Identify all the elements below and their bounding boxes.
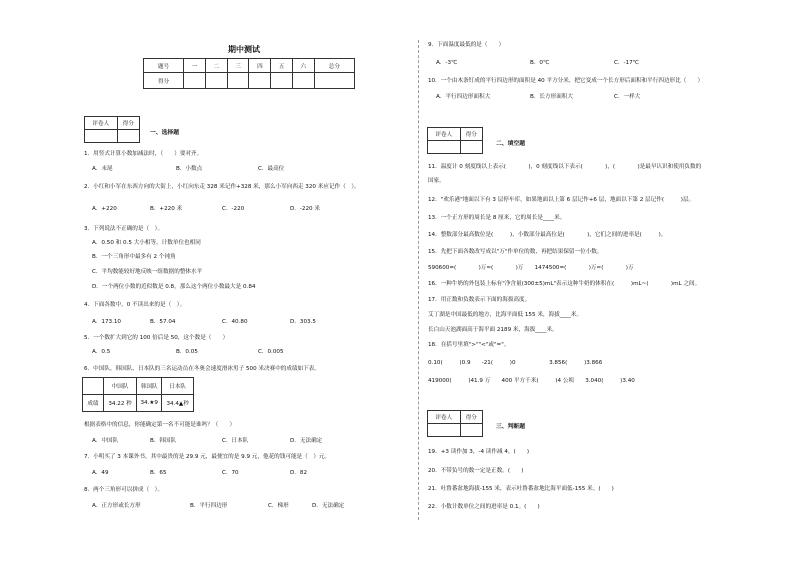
score-cell (293, 73, 315, 89)
question-18-b: 419000( )41.9 万 400 平方千米( )4 公顷 3.040( )3.40 (428, 378, 635, 384)
question-15-line: 590600=( )万≈( )万 1474500=( )万≈( )万 (428, 265, 634, 271)
option: C．-220 (222, 206, 245, 212)
option: C．最高位 (258, 166, 285, 172)
score-cell (314, 73, 354, 89)
option: B．0.05 (176, 349, 198, 355)
team-header: 日本队 (162, 378, 194, 395)
question-18-a: 0.10( )0.9 -21( )0 3.856( )3.866 (428, 360, 603, 366)
question-16: 16．一种牛奶的外包装上标有"净含量(300±5)mL"表示这种牛奶的体积在( )mL~( )mL 之间。 (428, 281, 701, 287)
score-label: 得分 (460, 128, 482, 141)
score-cell (227, 73, 249, 89)
team-header: 中国队 (104, 378, 137, 395)
question-17-b: 长白山天池湖面高于海平面 2189 米，海拔____米。 (428, 327, 558, 333)
option: D．82 (290, 470, 308, 476)
option: B．一个三角形中最多有 2 个钝角 (92, 254, 176, 260)
option: A．-3℃ (436, 60, 458, 66)
question-10: 10．一个由木条钉成的平行四边形的面积是 40 平方分米，把它变成一个长方形后面积和平行四边形比（ ） (428, 78, 704, 84)
score-header: 三 (227, 59, 249, 73)
row-label: 成绩 (83, 395, 104, 412)
option: C．梯形 (268, 503, 289, 509)
option: B．57.04 (150, 319, 176, 325)
option: A．0.50 和 0.5 大小相等，计数单位也相同 (92, 240, 201, 246)
question-8: 8．两个三角形可以拼成（ ）。 (84, 487, 164, 493)
score-header: 四 (249, 59, 271, 73)
score-label: 得分 (460, 411, 482, 424)
option: C．一样大 (614, 94, 641, 100)
grader-box-2 (427, 127, 483, 154)
option: D．-220 米 (290, 206, 320, 212)
score-table (143, 58, 355, 89)
result-cell: 34.★9 (137, 395, 162, 412)
question-2: 2．小红和小军在东西方向的大街上，小红向东走 328 米记作+328 米，那么小军向西走 320 米应记作（ ）。 (84, 184, 360, 190)
option: B．长方形面积大 (530, 94, 573, 100)
score-header: 一 (184, 59, 206, 73)
question-11-cont: 国家。 (428, 178, 445, 184)
option: B．+220 米 (150, 206, 183, 212)
option: A．正方形或长方形 (92, 503, 141, 509)
question-17-a: 艾丁湖是中国最低的地方，比海平面低 155 米，海拔____米。 (428, 312, 583, 318)
option: D．无法确定 (290, 438, 323, 444)
option: C．0.005 (258, 349, 284, 355)
section-title-2: 二、填空题 (496, 141, 525, 147)
grader-label: 评卷人 (428, 128, 461, 141)
question-5: 5．一个数扩大到它的 100 倍后是 50，这个数是（ ） (84, 335, 229, 341)
option: C．70 (222, 470, 239, 476)
page-title: 期中测试 (228, 45, 260, 54)
question-17: 17．用正数和负数表示下面的海拔高度。 (428, 297, 531, 303)
option: A．平行四边形面积大 (436, 94, 491, 100)
option: B．小数点 (176, 166, 203, 172)
option: A．0.5 (92, 349, 111, 355)
score-header: 总分 (314, 59, 354, 73)
question-19: 19．+3 读作加 3，-4 读作减 4。( ) (428, 449, 530, 455)
score-header: 五 (271, 59, 293, 73)
option: D．一个两位小数的近似数是 0.8，那么这个两位小数最大是 0.84 (92, 284, 256, 290)
question-4: 4．下面各数中，0 不读出来的是（ ）。 (84, 302, 186, 308)
question-1: 1．用竖式计算小数加减法时，（ ）要对齐。 (84, 151, 203, 157)
score-row-label: 得分 (144, 73, 184, 89)
question-7: 7．小明买了 3 本课外书，其中最贵的是 29.9 元，最便宜的是 9.9 元，他花的钱可能是（ ）元。 (84, 454, 331, 460)
option: B．65 (150, 470, 167, 476)
section-title-3: 三、判断题 (496, 424, 525, 430)
score-cell (205, 73, 227, 89)
question-11: 11．温度计 0 刻度线以上表示( )，0 刻度线以下表示( )，( )是最早认识和使用负数的 (428, 164, 702, 170)
option: C．40.80 (222, 319, 248, 325)
question-18: 18．在括号里填">""<"或"="。 (428, 342, 510, 348)
option: C．日本队 (222, 438, 249, 444)
column-divider (418, 40, 419, 520)
option: C．平均数能较好地反映一组数据的整体水平 (92, 269, 203, 275)
question-22: 22．小数计数单位之间的进率是 0.1。( ) (428, 504, 540, 510)
grader-box-1 (84, 116, 140, 143)
score-cell (271, 73, 293, 89)
team-header: 韩国队 (137, 378, 162, 395)
option: B．韩国队 (150, 438, 177, 444)
result-cell: 34.22 秒 (104, 395, 137, 412)
question-15: 15．先把下面各数改写成以"万"作单位的数，再把结果保留一位小数。 (428, 249, 603, 255)
question-9: 9．下面温度最低的是（ ） (428, 42, 505, 48)
grader-label: 评卷人 (428, 411, 461, 424)
option: B．0℃ (530, 60, 550, 66)
option: A．+220 (92, 206, 117, 212)
score-header: 六 (293, 59, 315, 73)
score-header: 题号 (144, 59, 184, 73)
option: B．平行四边形 (190, 503, 228, 509)
option: A．49 (92, 470, 109, 476)
question-12: 12．"欢乐港"地面以下有 3 层停车库，如果地面以上第 6 层记作+6 层，地面以下第 2 层记作( )层。 (428, 197, 695, 203)
section-title-1: 一、选择题 (150, 130, 179, 136)
result-cell: 34.4▲秒 (162, 395, 194, 412)
grader-box-3 (427, 410, 483, 437)
question-6-ask: 根据表格中的信息，你能确定第一名不可能是谁吗？（ ） (84, 422, 236, 428)
question-3: 3．下列说法不正确的是（ ）。 (84, 226, 164, 232)
question-13: 13．一个正方形的周长是 8 厘米，它的周长是____米。 (428, 215, 566, 221)
option: D．无法确定 (312, 503, 345, 509)
results-table (82, 377, 194, 412)
score-cell (184, 73, 206, 89)
question-21: 21．吐鲁番盆地海拔-155 米，表示吐鲁番盆地比海平面低-155 米。( ) (428, 486, 614, 492)
option: A．173.10 (92, 319, 121, 325)
score-label: 得分 (117, 117, 139, 130)
option: A．中国队 (92, 438, 119, 444)
option: C．-17℃ (614, 60, 639, 66)
question-20: 20．不带负号的数一定是正数。( ) (428, 468, 524, 474)
score-cell (249, 73, 271, 89)
option: A．末尾 (92, 166, 113, 172)
question-14: 14．整数部分最高数位是( )，小数部分最高位是( )，它们之间的进率是( )。 (428, 232, 667, 238)
score-header: 二 (205, 59, 227, 73)
grader-label: 评卷人 (85, 117, 118, 130)
option: D．303.5 (290, 319, 316, 325)
question-6: 6．中国队、韩国队、日本队的三名运动员在冬奥会速度滑冰男子 500 米决赛中的成绩如下表。 (84, 366, 320, 372)
